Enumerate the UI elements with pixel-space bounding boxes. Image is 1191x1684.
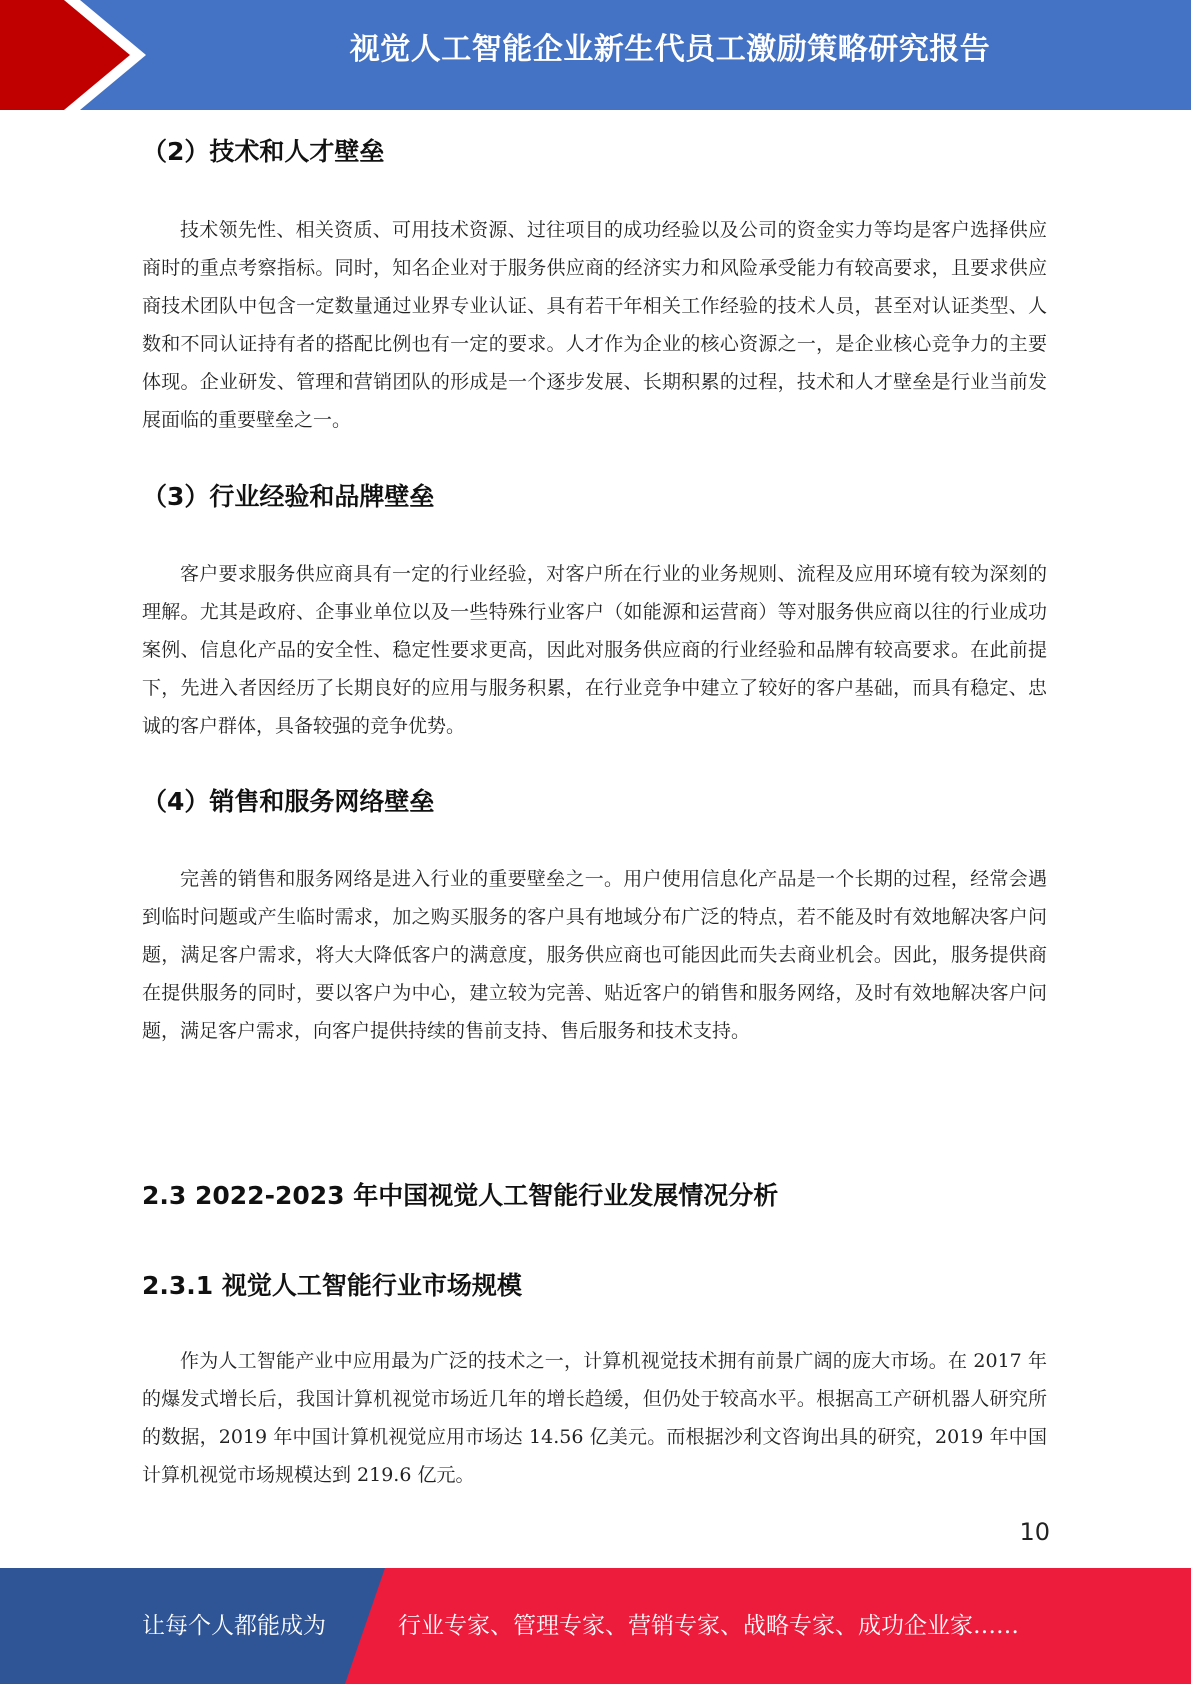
page-number: 10	[1019, 1518, 1050, 1546]
section-paragraph-tech-talent: 技术领先性、相关资质、可用技术资源、过往项目的成功经验以及公司的资金实力等均是客户选择供应商时的重点考察指标。同时，知名企业对于服务供应商的经济实力和风险承受能力有较高要求，且要求供应商技术团队中包含一定数量通过业界专业认证、具有若干年相关工作经验的技术人员，甚至对认证类型、人数和不同认证持有者的搭配比例也有一定的要求。人才作为企业的核心资源之一，是企业核心竞争力的主要体现。企业研发、管理和营销团队的形成是一个逐步发展、长期积累的过程，技术和人才壁垒是行业当前发展面临的重要壁垒之一。	[142, 219, 1047, 431]
section-paragraph-market-size: 作为人工智能产业中应用最为广泛的技术之一，计算机视觉技术拥有前景广阔的庞大市场。在 2017 年的爆发式增长后，我国计算机视觉市场近几年的增长趋缓，但仍处于较高水平。根据高工产研机器人研究所的数据，2019 年中国计算机视觉应用市场达 14.56 亿美元。而根据沙利文咨询出具的研究，2019 年中国计算机视觉市场规模达到 219.6 亿元。	[142, 1350, 1047, 1486]
section-heading-tech-talent: （2）技术和人才壁垒	[142, 137, 385, 166]
section-paragraph-sales-service: 完善的销售和服务网络是进入行业的重要壁垒之一。用户使用信息化产品是一个长期的过程，经常会遇到临时问题或产生临时需求，加之购买服务的客户具有地域分布广泛的特点，若不能及时有效地解决客户问题，满足客户需求，将大大降低客户的满意度，服务供应商也可能因此而失去商业机会。因此，服务提供商在提供服务的同时，要以客户为中心，建立较为完善、贴近客户的销售和服务网络，及时有效地解决客户问题，满足客户需求，向客户提供持续的售前支持、售后服务和技术支持。	[142, 868, 1047, 1042]
footer-slogan-left: 让每个人都能成为	[142, 1613, 326, 1639]
section-heading-sales-service: （4）销售和服务网络壁垒	[142, 787, 435, 816]
section-heading-industry-brand: （3）行业经验和品牌壁垒	[142, 482, 435, 511]
header-banner	[0, 0, 1191, 110]
section-heading-2-3-1: 2.3.1 视觉人工智能行业市场规模	[142, 1271, 522, 1300]
section-paragraph-industry-brand: 客户要求服务供应商具有一定的行业经验，对客户所在行业的业务规则、流程及应用环境有较为深刻的理解。尤其是政府、企事业单位以及一些特殊行业客户（如能源和运营商）等对服务供应商以往的行业成功案例、信息化产品的安全性、稳定性要求更高，因此对服务供应商的行业经验和品牌有较高要求。在此前提下，先进入者因经历了长期良好的应用与服务积累，在行业竞争中建立了较好的客户基础，而具有稳定、忠诚的客户群体，具备较强的竞争优势。	[142, 563, 1047, 737]
section-heading-2-3: 2.3 2022-2023 年中国视觉人工智能行业发展情况分析	[142, 1181, 779, 1210]
report-title: 视觉人工智能企业新生代员工激励策略研究报告	[349, 32, 991, 67]
footer-banner	[0, 1568, 1191, 1684]
chevron-arrow-icon	[0, 0, 150, 110]
footer-slogan-right: 行业专家、管理专家、营销专家、战略专家、成功企业家……	[398, 1613, 1019, 1639]
